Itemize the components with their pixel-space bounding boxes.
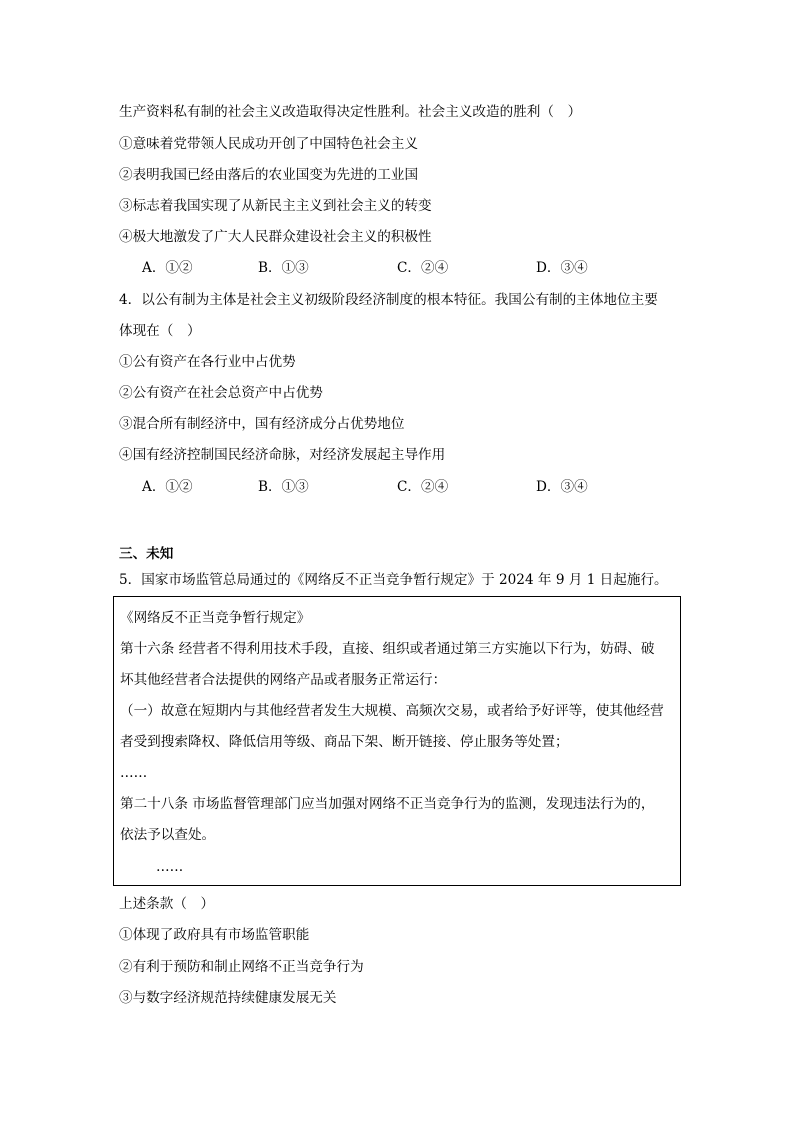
q4-option-a[interactable]: A．①② [142, 479, 193, 495]
regulation-ellipsis-end: …… [156, 859, 184, 875]
section-heading: 三、未知 [119, 546, 174, 562]
q5-after-box: 上述条款（ ） [119, 896, 215, 912]
q4-item-2: ②公有资产在社会总资产中占优势 [119, 385, 323, 401]
q4-option-b[interactable]: B．①③ [258, 479, 309, 495]
q4-item-3: ③混合所有制经济中，国有经济成分占优势地位 [119, 416, 405, 432]
q3-option-b[interactable]: B．①③ [258, 260, 309, 276]
regulation-line-5: 第二十八条 市场监督管理部门应当加强对网络不正当竞争行为的监测，发现违法行为的， [120, 796, 655, 812]
q5-item-1: ①体现了政府具有市场监管职能 [119, 927, 310, 943]
q3-option-d[interactable]: D．③④ [536, 260, 588, 276]
q3-item-4: ④极大地激发了广大人民群众建设社会主义的积极性 [119, 229, 432, 245]
regulation-line-6: 依法予以查处。 [120, 827, 216, 843]
regulation-line-3: （一）故意在短期内与其他经营者发生大规模、高频次交易，或者给予好评等，使其他经营 [120, 703, 664, 719]
regulation-line-4: 者受到搜索降权、降低信用等级、商品下架、断开链接、停止服务等处置； [120, 734, 569, 750]
q3-item-2: ②表明我国已经由落后的农业国变为先进的工业国 [119, 167, 419, 183]
q4-item-4: ④国有经济控制国民经济命脉，对经济发展起主导作用 [119, 447, 446, 463]
q3-stem-tail: 生产资料私有制的社会主义改造取得决定性胜利。社会主义改造的胜利（ ） [119, 104, 582, 120]
q4-options [142, 478, 622, 496]
q4-item-1: ①公有资产在各行业中占优势 [119, 354, 296, 370]
q3-options [142, 259, 622, 277]
q4-stem-line-2: 体现在（ ） [119, 323, 201, 339]
q5-stem: 5．国家市场监管总局通过的《网络反不正当竞争暂行规定》于 2024 年 9 月 1 日起施行。 [119, 572, 668, 588]
q3-option-c[interactable]: C．②④ [397, 260, 449, 276]
q4-option-d[interactable]: D．③④ [536, 479, 588, 495]
q5-item-3: ③与数字经济规范持续健康发展无关 [119, 990, 337, 1006]
regulation-line-2: 坏其他经营者合法提供的网络产品或者服务正常运行： [120, 672, 447, 688]
q4-option-c[interactable]: C．②④ [397, 479, 449, 495]
q3-item-1: ①意味着党带领人民成功开创了中国特色社会主义 [119, 136, 419, 152]
q4-stem-line-1: 4．以公有制为主体是社会主义初级阶段经济制度的根本特征。我国公有制的主体地位主要 [119, 292, 658, 308]
regulation-excerpt-box [113, 596, 681, 886]
q3-item-3: ③标志着我国实现了从新民主主义到社会主义的转变 [119, 198, 432, 214]
regulation-title: 《网络反不正当竞争暂行规定》 [120, 610, 311, 626]
q3-option-a[interactable]: A．①② [142, 260, 193, 276]
regulation-ellipsis: …… [120, 765, 148, 781]
regulation-line-1: 第十六条 经营者不得利用技术手段，直接、组织或者通过第三方实施以下行为，妨碍、破 [120, 641, 655, 657]
q5-item-2: ②有利于预防和制止网络不正当竞争行为 [119, 959, 364, 975]
